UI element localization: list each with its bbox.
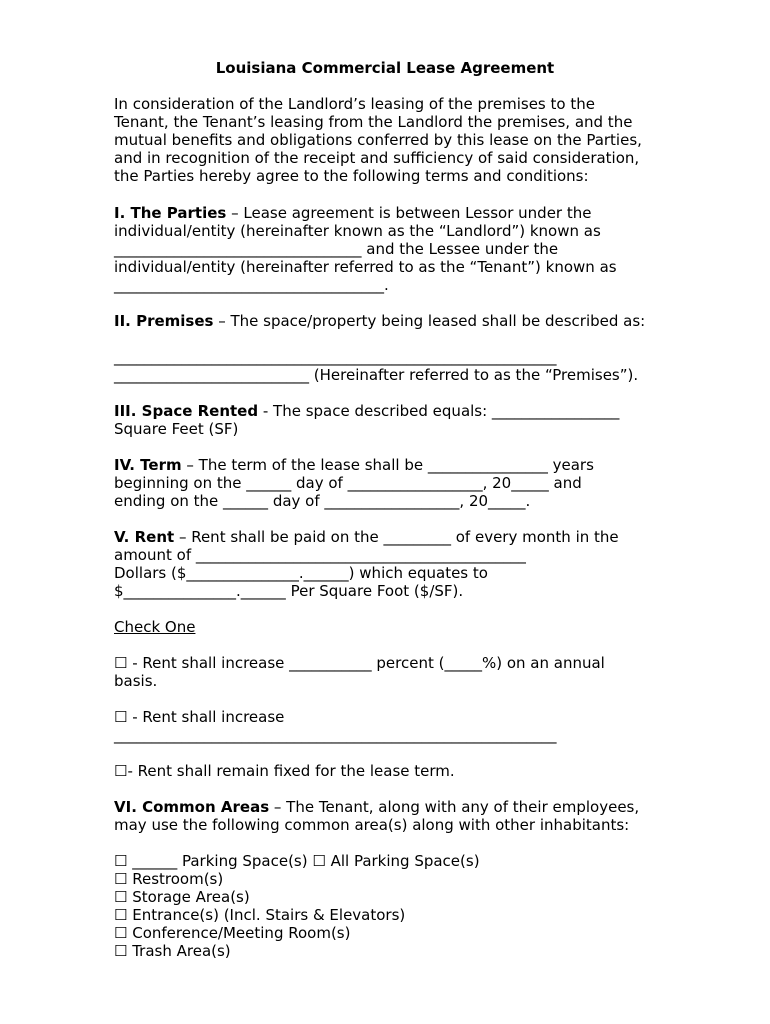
premises-blank[interactable]: ___________________________________________________________ <box>114 348 557 366</box>
rent-dollars-line[interactable]: Dollars ($_______________.______) which equates to <box>114 564 488 582</box>
rent-amount-line[interactable]: amount of ____________________________________________ <box>114 546 526 564</box>
rent-heading: V. Rent <box>114 528 175 546</box>
term-heading: IV. Term <box>114 456 182 474</box>
intro-line: the Parties hereby agree to the following terms and conditions: <box>114 167 589 185</box>
space-section <box>114 402 674 438</box>
parties-text: – Lease agreement is between Lessor under the <box>226 204 592 222</box>
rent-fixed-option[interactable]: ☐- Rent shall remain fixed for the lease term. <box>114 762 455 780</box>
tenant-name-blank[interactable]: ____________________________________. <box>114 276 389 294</box>
parties-section <box>114 204 674 294</box>
landlord-name-blank[interactable]: _________________________________ and the Lessee under the <box>114 240 559 258</box>
rent-option-2[interactable] <box>114 708 674 744</box>
rent-text[interactable]: – Rent shall be paid on the _________ of every month in the <box>174 528 619 546</box>
conference-room-option[interactable]: ☐ Conference/Meeting Room(s) <box>114 924 351 942</box>
entrance-option[interactable]: ☐ Entrance(s) (Incl. Stairs & Elevators) <box>114 906 406 924</box>
parties-text: individual/entity (hereinafter referred to as the “Tenant”) known as <box>114 258 617 276</box>
common-areas-text: may use the following common area(s) along with other inhabitants: <box>114 816 630 834</box>
check-one-label <box>114 618 674 636</box>
term-start-line[interactable]: beginning on the ______ day of __________________, 20_____ and <box>114 474 582 492</box>
common-areas-section <box>114 798 674 834</box>
storage-area-option[interactable]: ☐ Storage Area(s) <box>114 888 250 906</box>
parties-heading: I. The Parties <box>114 204 227 222</box>
parking-space-option[interactable]: ☐ ______ Parking Space(s) ☐ All Parking Space(s) <box>114 852 480 870</box>
intro-paragraph <box>114 95 674 185</box>
common-areas-list <box>114 852 674 960</box>
check-one-text: Check One <box>114 618 196 636</box>
premises-section <box>114 312 674 330</box>
rent-option-1[interactable] <box>114 654 674 690</box>
document-title: Louisiana Commercial Lease Agreement <box>215 59 555 77</box>
intro-line: Tenant, the Tenant’s leasing from the Landlord the premises, and the <box>114 113 633 131</box>
rent-section <box>114 528 674 600</box>
premises-text: – The space/property being leased shall be described as: <box>213 312 646 330</box>
term-text[interactable]: – The term of the lease shall be ________________ years <box>181 456 594 474</box>
term-end-line[interactable]: ending on the ______ day of __________________, 20_____. <box>114 492 531 510</box>
intro-line: and in recognition of the receipt and sufficiency of said consideration, <box>114 149 640 167</box>
intro-line: mutual benefits and obligations conferred by this lease on the Parties, <box>114 131 642 149</box>
rent-increase-percent-option[interactable]: ☐ - Rent shall increase ___________ percent (_____%) on an annual <box>114 654 605 672</box>
premises-blank-line[interactable]: __________________________ (Hereinafter referred to as the “Premises”). <box>114 366 639 384</box>
rent-option-3[interactable] <box>114 762 674 780</box>
trash-area-option[interactable]: ☐ Trash Area(s) <box>114 942 231 960</box>
rent-per-sf-line[interactable]: $_______________.______ Per Square Foot ($/SF). <box>114 582 464 600</box>
intro-line: In consideration of the Landlord’s leasing of the premises to the <box>114 95 595 113</box>
rent-increase-blank[interactable]: ___________________________________________________________ <box>114 726 557 744</box>
premises-heading: II. Premises <box>114 312 214 330</box>
term-section <box>114 456 674 510</box>
restroom-option[interactable]: ☐ Restroom(s) <box>114 870 224 888</box>
rent-option-text: basis. <box>114 672 158 690</box>
premises-description <box>114 348 674 384</box>
common-areas-heading: VI. Common Areas <box>114 798 270 816</box>
parties-text: individual/entity (hereinafter known as the “Landlord”) known as <box>114 222 601 240</box>
space-text[interactable]: - The space described equals: _________________ <box>258 402 620 420</box>
rent-increase-other-option[interactable]: ☐ - Rent shall increase <box>114 708 285 726</box>
common-areas-text: – The Tenant, along with any of their employees, <box>269 798 640 816</box>
space-text: Square Feet (SF) <box>114 420 239 438</box>
space-heading: III. Space Rented <box>114 402 259 420</box>
